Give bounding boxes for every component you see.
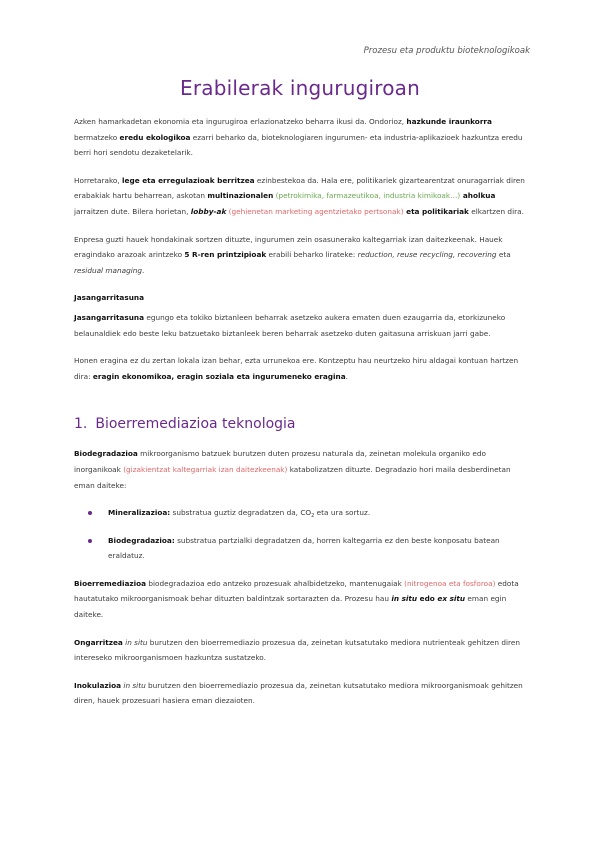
bullet-icon [88, 539, 92, 543]
running-header: Prozesu eta produktu bioteknologikoak [363, 46, 530, 56]
fertilization-paragraph: Ongarritzea in situ burutzen den bioerremediazio prozesua da, zeinetan kutsatutako mediora nutrienteak gehitzen diren intereseko mikroorganismoen hazkuntza sustatzeko. [74, 637, 520, 663]
intro-paragraph: Azken hamarkadetan ekonomia eta ingurugiroa erlazionatzeko beharra ikusi da. Ondorioz, hazkunde iraunkorra bermatzeko eredu ekologikoa ezarri beharko da, bioteknologiaren ingurumen- eta industria-aplikazioek hazkuntza eredu berri hori sendotu dezaketelarik. [74, 117, 523, 158]
regulation-paragraph: Horretarako, lege eta erregulazioak berritzea ezinbestekoa da. Hala ere, politikariek gizartearentzat onuragarriak diren erabakiak hartu beharrean, askotan multinazionalen (petrokimika, farmazeutikoa, industria kimikoak…) aholkua jarraitzen dute. Bilera horietan, lobby-ak (gehienetan marketing agentzietako pertsonak) eta politikariak elkartzen dira. [74, 175, 525, 216]
bioremediation-paragraph: Bioerremediazioa biodegradazioa edo antzeko prozesuak ahalbidetzeko, mantenugaiak (nitrogenoa eta fosforoa) edota hautatutako mikroorganismoak behar dituzten baldintzak sortarazten da. Prozesu hau in situ edo ex situ eman egin daiteke. [74, 578, 519, 620]
five-r-paragraph: Enpresa guzti hauek hondakinak sortzen dituzte, ingurumen zein osasunerako kaltegarriak izan daitezkeenak. Hauek eragindako arazoak arintzeko 5 R-ren printzipioak erabili beharko lirateke: reduction, reuse recycling, recovering eta residual managing. [74, 234, 511, 275]
degradation-list [74, 505, 530, 564]
page-title: Erabilerak ingurugiroan [180, 76, 420, 100]
section-heading [74, 414, 530, 434]
sustainability-paragraph: Jasangarritasuna egungo eta tokiko biztanleen beharrak asetzeko aukera ematen duen ezaugarria da, etorkizuneko belaunaldiek edo beste leku batzuetako biztanleek beren beharrak asetzeko duten gaitasuna arriskuan jarri gabe. [74, 312, 506, 338]
bullet-icon [88, 511, 92, 515]
document-body [74, 114, 530, 721]
sustainability-heading: Jasangarritasuna [74, 293, 145, 303]
list-item: Biodegradazioa: substratua partzialki degradatzen da, horren kaltegarria ez den beste konposatu batean eraldatuz. [74, 533, 530, 564]
list-item: Mineralizazioa: substratua guztiz degradatzen da, $CO_2$ eta ura sortuz. [74, 505, 530, 525]
section-title: Bioerremediazioa teknologia [95, 416, 296, 433]
section-number: 1. [74, 416, 88, 433]
inoculation-paragraph: Inokulazioa in situ burutzen den bioerremediazio prozesua da, zeinetan kutsatutako mediora mikroorganismoak gehitzen diren, hauek prozesuari hasiera eman diezaioten. [74, 680, 523, 706]
sustainability-impact-paragraph: Honen eragina ez du zertan lokala izan behar, ezta urrunekoa ere. Kontzeptu hau neurtzeko hiru aldagai kontuan hartzen dira: eragin ekonomikoa, eragin soziala eta ingurumeneko eragina. [74, 356, 519, 381]
biodegradation-paragraph: Biodegradazioa mikroorganismo batzuek burutzen duten prozesu naturala da, zeinetan molekula organiko edo inorganikoak (gizakientzat kaltegarriak izan daitezkeenak) katabolizatzen dituzte. Degradazio hori maila desberdinetan eman daiteke: [74, 449, 511, 490]
